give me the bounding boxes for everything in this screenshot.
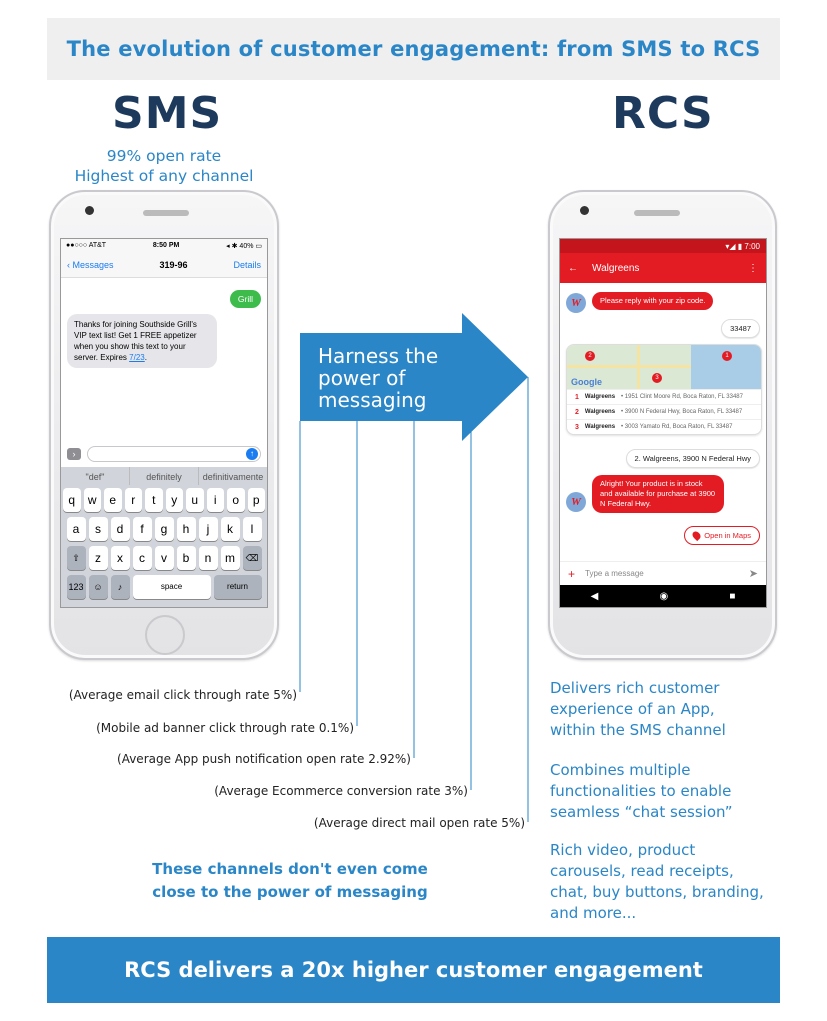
shift-icon[interactable]: ⇧ [67, 546, 86, 570]
location-name: Walgreens [584, 409, 616, 415]
feature-line: Delivers rich customer [550, 679, 720, 697]
key[interactable]: i [207, 488, 225, 512]
nav-back-icon[interactable]: ◀ [590, 590, 599, 602]
details-button[interactable]: Details [233, 259, 261, 270]
android-clock: 7:00 [744, 241, 760, 251]
footer-band [47, 937, 780, 1003]
key[interactable]: t [145, 488, 163, 512]
back-label: Messages [72, 259, 114, 270]
stat-ad-banner: (Mobile ad banner click through rate 0.1%) [96, 721, 354, 735]
feature-line: carousels, read receipts, [550, 862, 734, 880]
expand-icon[interactable]: › [67, 448, 81, 460]
bot-message-zip: Please reply with your zip code. [592, 292, 713, 310]
sms-highest: Highest of any channel [74, 167, 254, 185]
key[interactable]: o [227, 488, 245, 512]
numbers-key[interactable]: 123 [67, 575, 86, 599]
key[interactable]: r [125, 488, 143, 512]
claim-line-1: These channels don't even come [152, 860, 428, 878]
sms-title: SMS [112, 88, 223, 139]
location-number: 1 [575, 393, 579, 401]
key[interactable]: g [155, 517, 174, 541]
space-key[interactable]: space [133, 575, 211, 599]
stat-ecommerce: (Average Ecommerce conversion rate 3%) [214, 784, 468, 798]
app-title: Walgreens [592, 262, 640, 274]
return-key[interactable]: return [214, 575, 262, 599]
contact-title: 319-96 [159, 259, 188, 270]
location-name: Walgreens [584, 424, 616, 430]
open-in-maps-label: Open in Maps [704, 531, 751, 540]
overflow-menu-icon[interactable]: ⋮ [748, 262, 758, 274]
google-logo: Google [571, 377, 602, 387]
map-pin[interactable]: 1 [722, 351, 732, 361]
suggestion-1[interactable]: "def" [61, 467, 130, 487]
feature-line: chat, buy buttons, branding, [550, 883, 764, 901]
expiry-link[interactable]: 7/23 [129, 353, 145, 362]
signal-icon: ▾◢ ▮ [725, 241, 745, 251]
key[interactable]: z [89, 546, 108, 570]
feature-line: within the SMS channel [550, 721, 726, 739]
send-icon[interactable]: ↑ [246, 448, 258, 460]
claim-line-2: close to the power of messaging [152, 883, 428, 901]
rcs-title: RCS [612, 88, 714, 139]
key[interactable]: l [243, 517, 262, 541]
walgreens-logo: W [566, 293, 586, 313]
emoji-icon[interactable]: ☺ [89, 575, 108, 599]
suggestion-2[interactable]: definitely [130, 467, 199, 487]
key[interactable]: n [199, 546, 218, 570]
feature-rich-experience [550, 678, 726, 741]
key[interactable]: c [133, 546, 152, 570]
stat-push: (Average App push notification open rate 2.92%) [117, 752, 411, 766]
location-name: Walgreens [584, 394, 616, 400]
key[interactable]: q [63, 488, 81, 512]
key[interactable]: p [248, 488, 266, 512]
map-pin[interactable]: 2 [585, 351, 595, 361]
page-title: The evolution of customer engagement: from SMS to RCS [66, 37, 761, 61]
key[interactable]: w [84, 488, 102, 512]
battery-label: ◂ ✱ 40% ▭ [226, 242, 262, 250]
arrow-label [318, 345, 438, 411]
user-reply-store: 2. Walgreens, 3900 N Federal Hwy [626, 449, 760, 468]
suggestion-3[interactable]: definitivamente [202, 472, 264, 482]
feature-line: Combines multiple [550, 761, 691, 779]
key[interactable]: b [177, 546, 196, 570]
battery-percent: 40% [239, 242, 254, 250]
backspace-icon[interactable]: ⌫ [243, 546, 262, 570]
key[interactable]: h [177, 517, 196, 541]
key[interactable]: u [186, 488, 204, 512]
sms-open-rate: 99% open rate [106, 147, 222, 165]
feature-line: functionalities to enable [550, 782, 732, 800]
incoming-text: Thanks for joining Southside Grill's VIP text list! Get 1 FREE appetizer when you show this text to your server. Expires [74, 320, 197, 362]
location-address: • 3003 Yamato Rd, Boca Raton, FL 33487 [621, 424, 733, 430]
key[interactable]: d [111, 517, 130, 541]
arrow-line-2: power of [318, 366, 406, 390]
key[interactable]: y [166, 488, 184, 512]
user-reply-zip: 33487 [721, 319, 760, 338]
back-button[interactable]: ‹ Messages [67, 259, 114, 270]
location-number: 3 [575, 423, 579, 431]
nav-recents-icon[interactable]: ■ [729, 590, 736, 602]
key[interactable]: a [67, 517, 86, 541]
key[interactable]: m [221, 546, 240, 570]
location-number: 2 [575, 408, 579, 416]
arrow-line-3: messaging [318, 388, 427, 412]
location-address: • 3900 N Federal Hwy, Boca Raton, FL 33487 [621, 409, 743, 415]
incoming-bubble: Thanks for joining Southside Grill's VIP text list! Get 1 FREE appetizer when you show this text to your server. Expires 7/23. [67, 314, 217, 368]
feature-combines [550, 760, 732, 823]
map-pin[interactable]: 3 [652, 373, 662, 383]
key[interactable]: e [104, 488, 122, 512]
plus-icon[interactable]: + [568, 566, 576, 581]
key[interactable]: v [155, 546, 174, 570]
location-address: • 1951 Clint Moore Rd, Boca Raton, FL 33487 [621, 394, 743, 400]
outgoing-bubble: Grill [230, 290, 261, 308]
arrow-line-1: Harness the [318, 344, 439, 368]
feature-line: Rich video, product [550, 841, 696, 859]
key[interactable]: s [89, 517, 108, 541]
feature-line: seamless “chat session” [550, 803, 733, 821]
footer-claim: RCS delivers a 20x higher customer engagement [124, 958, 703, 982]
type-message-input[interactable]: Type a message [585, 569, 644, 578]
feature-line: experience of an App, [550, 700, 715, 718]
microphone-icon[interactable]: ♪ [111, 575, 130, 599]
key[interactable]: f [133, 517, 152, 541]
stat-direct-mail: (Average direct mail open rate 5%) [313, 816, 525, 830]
carrier-label: ●●○○○ AT&T [66, 242, 107, 249]
back-arrow-icon[interactable]: ← [568, 262, 578, 274]
clock-label: 8:50 PM [152, 242, 180, 249]
send-icon[interactable]: ➤ [748, 568, 758, 580]
channels-claim [133, 858, 447, 904]
stat-email: (Average email click through rate 5%) [68, 688, 297, 702]
nav-home-icon[interactable]: ◉ [659, 590, 669, 602]
feature-rich-video [550, 840, 764, 924]
key[interactable]: k [221, 517, 240, 541]
walgreens-logo: W [566, 492, 586, 512]
key[interactable]: j [199, 517, 218, 541]
bot-message-stock: Alright! Your product is in stock and available for purchase at 3900 N Federal Hwy. [592, 475, 724, 513]
key[interactable]: x [111, 546, 130, 570]
feature-line: and more... [550, 904, 637, 922]
